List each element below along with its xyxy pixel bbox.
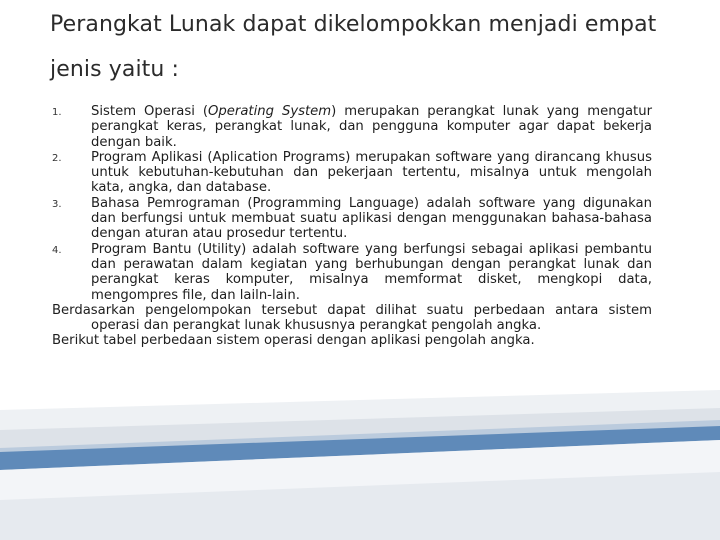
slide-body [52,104,652,349]
list-item [52,104,652,150]
item-term-open: ( [194,104,209,119]
item-text: Program Bantu (Utility) adalah software yang berfungsi sebagai aplikasi pembantu dan perawatan dalam kegiatan yang berhubungan dengan perangkat lunak dan perangkat keras komputer, misalnya memformat disket, mengkopi data, mengompres file, dan lailn-lain. [91,241,652,303]
list-item [52,150,652,196]
item-term-close: ) [331,104,337,119]
list-item [52,196,652,242]
item-number: 2. [52,152,62,164]
item-number: 4. [52,244,62,256]
list-item [52,242,652,303]
item-term-english: Operating System [208,104,332,119]
item-text: Program Aplikasi (Aplication Programs) merupakan software yang dirancang khusus untuk kebutuhan-kebutuhan dan pekerjaan tertentu, misalnya untuk mengolah kata, angka, dan database. [91,149,652,196]
decorative-bands [0,390,720,540]
summary-paragraph: Berdasarkan pengelompokan tersebut dapat dilihat suatu perbedaan antara sistem operasi dan perangkat lunak khususnya perangkat pengolah angka. [52,302,652,334]
item-term: Sistem Operasi [91,104,195,119]
slide-title: Perangkat Lunak dapat dikelompokkan menjadi empat jenis yaitu : [50,12,657,82]
item-text: Bahasa Pemrograman (Programming Language) adalah software yang digunakan dan berfungsi untuk membuat suatu aplikasi dengan menggunakan bahasa-bahasa dengan aturan atau prosedur tertentu. [91,195,652,242]
item-number: 1. [52,107,62,118]
item-text: merupakan perangkat lunak yang mengatur perangkat keras, perangkat lunak, dan pengguna komputer agar dapat bekerja dengan baik. [91,104,652,150]
closing-paragraph: Berikut tabel perbedaan sistem operasi dengan aplikasi pengolah angka. [52,333,535,349]
item-number: 3. [52,198,62,210]
